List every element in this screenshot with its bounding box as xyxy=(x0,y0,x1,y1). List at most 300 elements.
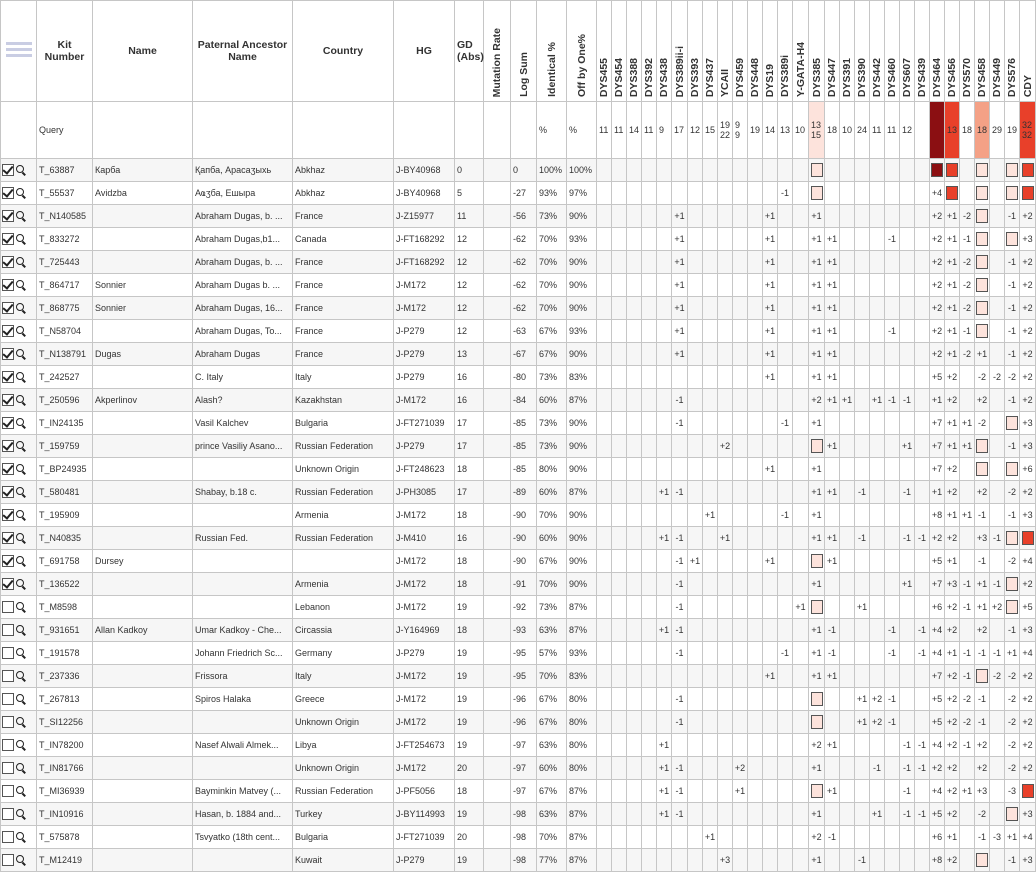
match-indicator xyxy=(946,163,958,177)
identical-cell: 67% xyxy=(537,711,567,734)
haplogroup-cell: J-M172 xyxy=(394,757,455,780)
col-marker-dys454[interactable]: DYS454 xyxy=(612,1,627,102)
row-checkbox[interactable] xyxy=(2,417,14,429)
marker-diff-cell: +3 xyxy=(945,573,960,596)
col-marker-dys389i[interactable]: DYS389i xyxy=(778,1,793,102)
search-icon[interactable] xyxy=(16,257,24,265)
col-country[interactable]: Country xyxy=(293,1,394,102)
marker-diff-cell xyxy=(597,159,612,182)
marker-diff-cell xyxy=(793,527,809,550)
marker-diff-cell: -1 xyxy=(900,803,915,826)
name-cell xyxy=(93,780,193,803)
marker-diff-cell xyxy=(748,665,763,688)
marker-diff-cell: -1 xyxy=(1005,343,1020,366)
search-icon[interactable] xyxy=(16,464,24,472)
table-row[interactable] xyxy=(1,734,1036,757)
search-icon[interactable] xyxy=(16,763,24,771)
marker-diff-cell xyxy=(825,458,840,481)
marker-diff-cell: +1 xyxy=(930,481,945,504)
marker-diff-cell xyxy=(718,159,733,182)
marker-diff-cell xyxy=(657,205,672,228)
col-marker-dys459[interactable]: DYS459 xyxy=(733,1,748,102)
identical-cell: 73% xyxy=(537,205,567,228)
marker-diff-cell: -2 xyxy=(1005,734,1020,757)
col-marker-dys439[interactable]: DYS439 xyxy=(915,1,930,102)
row-checkbox[interactable] xyxy=(2,371,14,383)
table-row[interactable] xyxy=(1,205,1036,228)
query-marker-value xyxy=(915,102,930,159)
gd-cell: 13 xyxy=(455,343,484,366)
gd-cell: 20 xyxy=(455,826,484,849)
offbyone-cell: 80% xyxy=(567,757,597,780)
table-row[interactable] xyxy=(1,803,1036,826)
col-marker-cdy[interactable]: CDY xyxy=(1020,1,1036,102)
kit-number: T_864717 xyxy=(37,274,93,297)
search-icon[interactable] xyxy=(16,579,24,587)
marker-diff-cell xyxy=(627,849,642,872)
marker-diff-cell xyxy=(825,182,840,205)
row-select-cell xyxy=(1,550,37,573)
col-marker-dys448[interactable]: DYS448 xyxy=(748,1,763,102)
marker-diff-cell xyxy=(703,780,718,803)
offbyone-cell: 93% xyxy=(567,228,597,251)
col-marker-dys449[interactable]: DYS449 xyxy=(990,1,1005,102)
gd-cell: 11 xyxy=(455,205,484,228)
identical-cell: 63% xyxy=(537,619,567,642)
search-icon[interactable] xyxy=(16,740,24,748)
table-row[interactable] xyxy=(1,527,1036,550)
search-icon[interactable] xyxy=(16,717,24,725)
search-icon[interactable] xyxy=(16,556,24,564)
row-checkbox[interactable] xyxy=(2,302,14,314)
row-checkbox[interactable] xyxy=(2,647,14,659)
marker-diff-cell: +1 xyxy=(945,550,960,573)
marker-diff-cell xyxy=(627,389,642,412)
query-marker-value: 11 xyxy=(870,102,885,159)
marker-diff-cell: -1 xyxy=(672,757,688,780)
marker-diff-cell xyxy=(597,297,612,320)
marker-diff-cell: -1 xyxy=(672,688,688,711)
identical-cell: 70% xyxy=(537,297,567,320)
haplogroup-cell: J-M172 xyxy=(394,711,455,734)
marker-diff-cell xyxy=(870,573,885,596)
mutation-cell xyxy=(484,596,511,619)
row-checkbox[interactable] xyxy=(2,739,14,751)
marker-diff-cell: +1 xyxy=(825,481,840,504)
col-marker-dys437[interactable]: DYS437 xyxy=(703,1,718,102)
col-marker-dys464[interactable]: DYS464 xyxy=(930,1,945,102)
table-row[interactable] xyxy=(1,343,1036,366)
identical-cell: 67% xyxy=(537,688,567,711)
row-checkbox[interactable] xyxy=(2,785,14,797)
table-row[interactable] xyxy=(1,435,1036,458)
row-checkbox[interactable] xyxy=(2,187,14,199)
col-marker-dys455[interactable]: DYS455 xyxy=(597,1,612,102)
col-marker-dys388[interactable]: DYS388 xyxy=(627,1,642,102)
table-row[interactable] xyxy=(1,665,1036,688)
marker-diff-cell xyxy=(612,320,627,343)
table-row[interactable] xyxy=(1,826,1036,849)
col-marker-dys389ii-i[interactable]: DYS389ii-i xyxy=(672,1,688,102)
marker-diff-cell: +1 xyxy=(945,642,960,665)
marker-diff-cell xyxy=(597,665,612,688)
haplogroup-cell: J-Z15977 xyxy=(394,205,455,228)
search-icon[interactable] xyxy=(16,533,24,541)
marker-diff-cell: +6 xyxy=(930,826,945,849)
table-row[interactable] xyxy=(1,573,1036,596)
marker-diff-cell xyxy=(688,228,703,251)
marker-diff-cell xyxy=(778,389,793,412)
table-row[interactable] xyxy=(1,159,1036,182)
row-checkbox[interactable] xyxy=(2,808,14,820)
table-row[interactable] xyxy=(1,297,1036,320)
table-row[interactable] xyxy=(1,849,1036,872)
table-row[interactable] xyxy=(1,412,1036,435)
row-checkbox[interactable] xyxy=(2,831,14,843)
col-marker-dys392[interactable]: DYS392 xyxy=(642,1,657,102)
row-checkbox[interactable] xyxy=(2,279,14,291)
marker-diff-cell: +2 xyxy=(945,803,960,826)
marker-diff-cell xyxy=(612,527,627,550)
search-icon[interactable] xyxy=(16,487,24,495)
marker-diff-cell: -2 xyxy=(1005,366,1020,389)
haplogroup-cell: J-P279 xyxy=(394,343,455,366)
kit-number: T_M8598 xyxy=(37,596,93,619)
marker-diff-cell xyxy=(597,205,612,228)
col-gd[interactable]: GD (Abs) xyxy=(455,1,484,102)
search-icon[interactable] xyxy=(16,188,24,196)
marker-diff-cell xyxy=(915,205,930,228)
search-icon[interactable] xyxy=(16,832,24,840)
mutation-cell xyxy=(484,389,511,412)
col-mutation-rate[interactable]: Mutation Rate xyxy=(484,1,511,102)
marker-diff-cell: +1 xyxy=(809,412,825,435)
gd-cell: 18 xyxy=(455,458,484,481)
marker-diff-cell: +2 xyxy=(945,481,960,504)
col-marker-dys458[interactable]: DYS458 xyxy=(975,1,990,102)
search-icon[interactable] xyxy=(16,510,24,518)
marker-diff-cell xyxy=(627,343,642,366)
gd-cell: 19 xyxy=(455,688,484,711)
offbyone-cell: 90% xyxy=(567,343,597,366)
table-row[interactable] xyxy=(1,228,1036,251)
query-marker-value: 12 xyxy=(688,102,703,159)
ancestor-cell xyxy=(193,504,293,527)
logsum-cell: -95 xyxy=(511,642,537,665)
table-row[interactable] xyxy=(1,481,1036,504)
col-marker-dys391[interactable]: DYS391 xyxy=(840,1,855,102)
marker-diff-cell xyxy=(703,734,718,757)
mutation-cell xyxy=(484,803,511,826)
marker-diff-cell xyxy=(900,504,915,527)
marker-diff-cell xyxy=(627,550,642,573)
marker-diff-cell xyxy=(840,366,855,389)
row-checkbox[interactable] xyxy=(2,716,14,728)
search-icon[interactable] xyxy=(16,694,24,702)
marker-diff-cell: -2 xyxy=(1005,481,1020,504)
marker-diff-cell xyxy=(642,343,657,366)
search-icon[interactable] xyxy=(16,326,24,334)
row-checkbox[interactable] xyxy=(2,164,14,176)
match-indicator xyxy=(976,853,988,867)
search-icon[interactable] xyxy=(16,395,24,403)
ancestor-cell: Alash? xyxy=(193,389,293,412)
col-paternal-ancestor[interactable]: Paternal Ancestor Name xyxy=(193,1,293,102)
col-marker-dys576[interactable]: DYS576 xyxy=(1005,1,1020,102)
table-row[interactable] xyxy=(1,320,1036,343)
logsum-cell: 0 xyxy=(511,159,537,182)
table-row[interactable] xyxy=(1,642,1036,665)
row-checkbox[interactable] xyxy=(2,509,14,521)
col-off-by-one[interactable]: Off by One% xyxy=(567,1,597,102)
marker-diff-cell: -1 xyxy=(778,412,793,435)
marker-diff-cell xyxy=(642,435,657,458)
search-icon[interactable] xyxy=(16,855,24,863)
marker-diff-cell: -1 xyxy=(1005,251,1020,274)
row-checkbox[interactable] xyxy=(2,256,14,268)
marker-diff-cell xyxy=(870,320,885,343)
marker-diff-cell xyxy=(915,504,930,527)
marker-diff-cell xyxy=(915,159,930,182)
kit-number: T_63887 xyxy=(37,159,93,182)
marker-diff-cell: +1 xyxy=(825,251,840,274)
offbyone-cell: 90% xyxy=(567,435,597,458)
search-icon[interactable] xyxy=(16,165,24,173)
match-indicator xyxy=(931,163,943,177)
marker-diff-cell: +1 xyxy=(672,228,688,251)
select-all-header[interactable] xyxy=(1,1,37,102)
marker-diff-cell xyxy=(657,573,672,596)
marker-diff-cell xyxy=(763,527,778,550)
ancestor-cell xyxy=(193,849,293,872)
marker-diff-cell: -1 xyxy=(855,527,870,550)
marker-diff-cell: +5 xyxy=(1020,596,1036,619)
marker-diff-cell xyxy=(840,711,855,734)
marker-diff-cell xyxy=(748,780,763,803)
table-row[interactable] xyxy=(1,619,1036,642)
mutation-cell xyxy=(484,665,511,688)
name-cell xyxy=(93,734,193,757)
marker-diff-cell xyxy=(627,435,642,458)
row-checkbox[interactable] xyxy=(2,578,14,590)
search-icon[interactable] xyxy=(16,625,24,633)
marker-diff-cell xyxy=(597,389,612,412)
col-marker-dys460[interactable]: DYS460 xyxy=(885,1,900,102)
search-icon[interactable] xyxy=(16,418,24,426)
row-select-cell xyxy=(1,366,37,389)
col-marker-dys19[interactable]: DYS19 xyxy=(763,1,778,102)
table-row[interactable] xyxy=(1,596,1036,619)
col-hg[interactable]: HG xyxy=(394,1,455,102)
table-row[interactable] xyxy=(1,389,1036,412)
marker-diff-cell xyxy=(612,619,627,642)
col-marker-dys390[interactable]: DYS390 xyxy=(855,1,870,102)
kit-number: T_M12419 xyxy=(37,849,93,872)
marker-diff-cell xyxy=(793,711,809,734)
col-name[interactable]: Name xyxy=(93,1,193,102)
col-log-sum[interactable]: Log Sum xyxy=(511,1,537,102)
marker-diff-cell: +1 xyxy=(703,504,718,527)
row-checkbox[interactable] xyxy=(2,463,14,475)
haplogroup-cell: J-BY40968 xyxy=(394,182,455,205)
marker-diff-cell xyxy=(793,573,809,596)
marker-diff-cell xyxy=(960,481,975,504)
marker-diff-cell xyxy=(960,619,975,642)
row-checkbox[interactable] xyxy=(2,670,14,682)
marker-diff-cell xyxy=(778,366,793,389)
table-row[interactable] xyxy=(1,458,1036,481)
marker-diff-cell xyxy=(975,320,990,343)
marker-diff-cell: -1 xyxy=(990,527,1005,550)
country-cell: Unknown Origin xyxy=(293,458,394,481)
marker-diff-cell xyxy=(748,711,763,734)
table-row[interactable] xyxy=(1,182,1036,205)
col-identical[interactable]: Identical % xyxy=(537,1,567,102)
marker-diff-cell: +2 xyxy=(930,297,945,320)
marker-diff-cell: -1 xyxy=(778,182,793,205)
marker-diff-cell: +1 xyxy=(930,389,945,412)
row-checkbox[interactable] xyxy=(2,555,14,567)
marker-diff-cell: +1 xyxy=(825,435,840,458)
marker-diff-cell xyxy=(642,251,657,274)
marker-diff-cell xyxy=(855,389,870,412)
table-row[interactable] xyxy=(1,688,1036,711)
search-icon[interactable] xyxy=(16,234,24,242)
row-checkbox[interactable] xyxy=(2,762,14,774)
marker-diff-cell: +3 xyxy=(975,527,990,550)
row-checkbox[interactable] xyxy=(2,440,14,452)
marker-diff-cell xyxy=(915,389,930,412)
marker-diff-cell: -1 xyxy=(990,642,1005,665)
col-marker-dys456[interactable]: DYS456 xyxy=(945,1,960,102)
row-checkbox[interactable] xyxy=(2,325,14,337)
row-select-cell xyxy=(1,458,37,481)
marker-diff-cell xyxy=(870,297,885,320)
haplogroup-cell: J-BY40968 xyxy=(394,159,455,182)
marker-diff-cell xyxy=(900,274,915,297)
table-row[interactable] xyxy=(1,366,1036,389)
marker-diff-cell: -1 xyxy=(825,826,840,849)
table-row[interactable] xyxy=(1,757,1036,780)
country-cell: Russian Federation xyxy=(293,780,394,803)
table-row[interactable] xyxy=(1,711,1036,734)
marker-diff-cell xyxy=(763,803,778,826)
col-kit-number[interactable]: Kit Number xyxy=(37,1,93,102)
marker-diff-cell xyxy=(657,159,672,182)
marker-diff-cell xyxy=(900,619,915,642)
marker-diff-cell xyxy=(1020,159,1036,182)
query-offbyone: % xyxy=(567,102,597,159)
marker-diff-cell xyxy=(960,803,975,826)
ancestor-cell: Shabay, b.18 c. xyxy=(193,481,293,504)
marker-diff-cell xyxy=(718,550,733,573)
search-icon[interactable] xyxy=(16,280,24,288)
query-marker-value: 11 xyxy=(612,102,627,159)
marker-diff-cell: -1 xyxy=(960,228,975,251)
marker-diff-cell xyxy=(748,389,763,412)
marker-diff-cell xyxy=(870,251,885,274)
row-checkbox[interactable] xyxy=(2,486,14,498)
ancestor-cell: Abraham Dugas, 16... xyxy=(193,297,293,320)
search-icon[interactable] xyxy=(16,809,24,817)
row-checkbox[interactable] xyxy=(2,601,14,613)
marker-diff-cell xyxy=(975,182,990,205)
col-marker-dys570[interactable]: DYS570 xyxy=(960,1,975,102)
search-icon[interactable] xyxy=(16,211,24,219)
haplogroup-cell: J-M172 xyxy=(394,504,455,527)
marker-diff-cell: -2 xyxy=(1005,550,1020,573)
marker-diff-cell xyxy=(612,665,627,688)
row-select-cell xyxy=(1,182,37,205)
table-row[interactable] xyxy=(1,780,1036,803)
row-checkbox[interactable] xyxy=(2,394,14,406)
marker-diff-cell: +4 xyxy=(1020,826,1036,849)
gd-cell: 16 xyxy=(455,389,484,412)
marker-diff-cell xyxy=(718,343,733,366)
search-icon[interactable] xyxy=(16,671,24,679)
offbyone-cell: 83% xyxy=(567,665,597,688)
offbyone-cell: 100% xyxy=(567,159,597,182)
row-checkbox[interactable] xyxy=(2,693,14,705)
row-checkbox[interactable] xyxy=(2,348,14,360)
col-marker-dys447[interactable]: DYS447 xyxy=(825,1,840,102)
row-checkbox[interactable] xyxy=(2,233,14,245)
marker-diff-cell: +3 xyxy=(1020,228,1036,251)
search-icon[interactable] xyxy=(16,602,24,610)
col-marker-dys607[interactable]: DYS607 xyxy=(900,1,915,102)
col-marker-dys393[interactable]: DYS393 xyxy=(688,1,703,102)
marker-diff-cell xyxy=(825,504,840,527)
marker-diff-cell xyxy=(597,343,612,366)
marker-diff-cell: +1 xyxy=(657,734,672,757)
marker-diff-cell: +8 xyxy=(930,504,945,527)
row-checkbox[interactable] xyxy=(2,624,14,636)
marker-diff-cell: +4 xyxy=(1020,550,1036,573)
marker-diff-cell xyxy=(793,228,809,251)
table-row[interactable] xyxy=(1,274,1036,297)
col-marker-ycaii[interactable]: YCAII xyxy=(718,1,733,102)
marker-diff-cell xyxy=(597,274,612,297)
search-icon[interactable] xyxy=(16,786,24,794)
search-icon[interactable] xyxy=(16,349,24,357)
col-marker-dys385[interactable]: DYS385 xyxy=(809,1,825,102)
col-marker-y-gata-h4[interactable]: Y-GATA-H4 xyxy=(793,1,809,102)
table-row[interactable] xyxy=(1,550,1036,573)
identical-cell: 70% xyxy=(537,251,567,274)
ancestor-cell xyxy=(193,711,293,734)
search-icon[interactable] xyxy=(16,303,24,311)
search-icon[interactable] xyxy=(16,648,24,656)
marker-diff-cell xyxy=(778,757,793,780)
table-row[interactable] xyxy=(1,251,1036,274)
row-checkbox[interactable] xyxy=(2,210,14,222)
col-marker-dys438[interactable]: DYS438 xyxy=(657,1,672,102)
search-icon[interactable] xyxy=(16,441,24,449)
marker-diff-cell: +1 xyxy=(809,849,825,872)
col-marker-dys442[interactable]: DYS442 xyxy=(870,1,885,102)
search-icon[interactable] xyxy=(16,372,24,380)
mutation-cell xyxy=(484,757,511,780)
identical-cell: 73% xyxy=(537,412,567,435)
marker-diff-cell xyxy=(597,849,612,872)
row-checkbox[interactable] xyxy=(2,532,14,544)
row-checkbox[interactable] xyxy=(2,854,14,866)
marker-diff-cell: -1 xyxy=(960,665,975,688)
marker-diff-cell xyxy=(627,780,642,803)
table-row[interactable] xyxy=(1,504,1036,527)
mutation-cell xyxy=(484,711,511,734)
marker-diff-cell: +1 xyxy=(870,803,885,826)
